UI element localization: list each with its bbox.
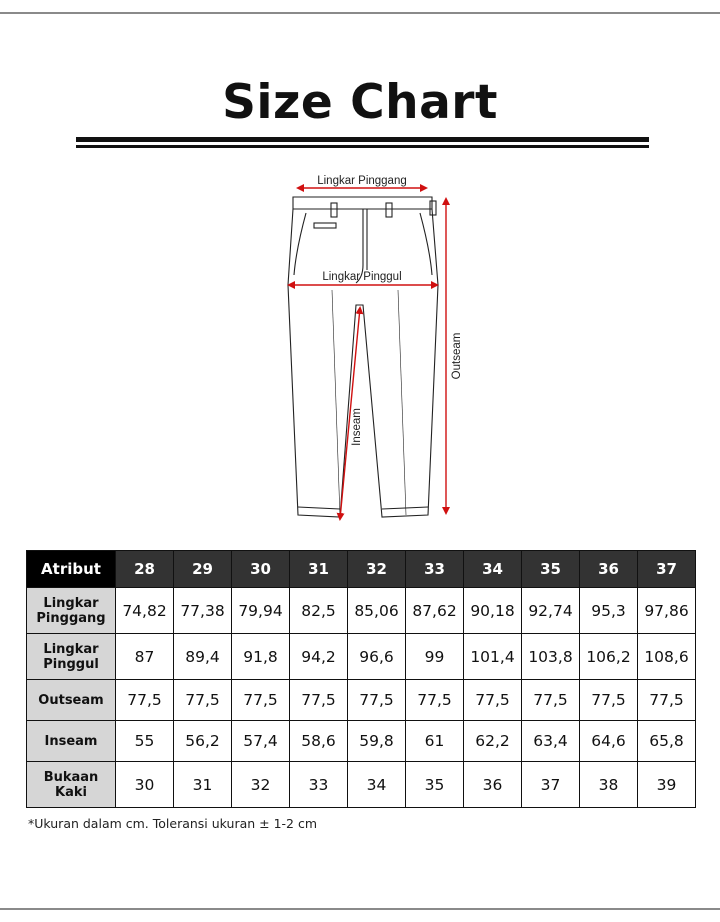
table-cell: 96,6	[348, 634, 406, 680]
table-cell: 94,2	[290, 634, 348, 680]
table-cell: 77,5	[232, 680, 290, 721]
table-cell: 34	[348, 762, 406, 808]
table-cell: 77,5	[464, 680, 522, 721]
table-row	[27, 721, 696, 762]
header-size: 36	[580, 551, 638, 588]
table-cell: 103,8	[522, 634, 580, 680]
trousers-outline	[288, 197, 438, 517]
table-cell: 35	[406, 762, 464, 808]
header-size: 30	[232, 551, 290, 588]
table-cell: 77,5	[406, 680, 464, 721]
outseam-label: Outseam	[451, 332, 463, 380]
table-cell: 89,4	[174, 634, 232, 680]
table-cell: 82,5	[290, 588, 348, 634]
footnote: *Ukuran dalam cm. Toleransi ukuran ± 1-2 cm	[28, 816, 318, 831]
table-row	[27, 762, 696, 808]
table-cell: 58,6	[290, 721, 348, 762]
header-size: 33	[406, 551, 464, 588]
table-cell: 77,38	[174, 588, 232, 634]
trousers-diagram	[270, 165, 470, 530]
header-attribute: Atribut	[27, 551, 116, 588]
table-cell: 77,5	[290, 680, 348, 721]
hip-label: Lingkar Pinggul	[322, 271, 402, 283]
top-border-line	[0, 12, 720, 14]
table-cell: 32	[232, 762, 290, 808]
table-cell: 59,8	[348, 721, 406, 762]
table-cell: 77,5	[348, 680, 406, 721]
table-cell: 91,8	[232, 634, 290, 680]
table-cell: 62,2	[464, 721, 522, 762]
header-size: 32	[348, 551, 406, 588]
table-cell: 77,5	[522, 680, 580, 721]
row-label: Lingkar Pinggul	[27, 634, 116, 680]
table-cell: 79,94	[232, 588, 290, 634]
table-cell: 87	[116, 634, 174, 680]
header-size: 28	[116, 551, 174, 588]
waist-label: Lingkar Pinggang	[317, 175, 407, 187]
table-row	[27, 588, 696, 634]
table-cell: 57,4	[232, 721, 290, 762]
table-cell: 56,2	[174, 721, 232, 762]
table-cell: 74,82	[116, 588, 174, 634]
size-table	[26, 550, 696, 808]
table-cell: 38	[580, 762, 638, 808]
table-cell: 55	[116, 721, 174, 762]
table-cell: 65,8	[638, 721, 696, 762]
header-size: 29	[174, 551, 232, 588]
header-size: 34	[464, 551, 522, 588]
bottom-border-line	[0, 908, 720, 910]
table-cell: 36	[464, 762, 522, 808]
title-underline-thin	[76, 145, 649, 148]
table-cell: 39	[638, 762, 696, 808]
table-row	[27, 680, 696, 721]
row-label: Bukaan Kaki	[27, 762, 116, 808]
title-underline-thick	[76, 137, 649, 142]
table-cell: 85,06	[348, 588, 406, 634]
table-cell: 101,4	[464, 634, 522, 680]
table-cell: 106,2	[580, 634, 638, 680]
table-cell: 95,3	[580, 588, 638, 634]
header-size: 31	[290, 551, 348, 588]
row-label: Inseam	[27, 721, 116, 762]
table-cell: 33	[290, 762, 348, 808]
header-size: 35	[522, 551, 580, 588]
table-cell: 90,18	[464, 588, 522, 634]
table-header-row	[27, 551, 696, 588]
table-cell: 63,4	[522, 721, 580, 762]
row-label: Outseam	[27, 680, 116, 721]
table-row	[27, 634, 696, 680]
table-cell: 64,6	[580, 721, 638, 762]
table-cell: 97,86	[638, 588, 696, 634]
table-cell: 37	[522, 762, 580, 808]
table-cell: 31	[174, 762, 232, 808]
table-cell: 99	[406, 634, 464, 680]
table-cell: 92,74	[522, 588, 580, 634]
row-label: Lingkar Pinggang	[27, 588, 116, 634]
table-cell: 77,5	[174, 680, 232, 721]
table-cell: 77,5	[116, 680, 174, 721]
table-cell: 77,5	[580, 680, 638, 721]
table-cell: 30	[116, 762, 174, 808]
table-cell: 108,6	[638, 634, 696, 680]
table-cell: 61	[406, 721, 464, 762]
page-title: Size Chart	[222, 75, 498, 130]
header-size: 37	[638, 551, 696, 588]
inseam-label: Inseam	[351, 408, 363, 446]
table-cell: 77,5	[638, 680, 696, 721]
table-cell: 87,62	[406, 588, 464, 634]
